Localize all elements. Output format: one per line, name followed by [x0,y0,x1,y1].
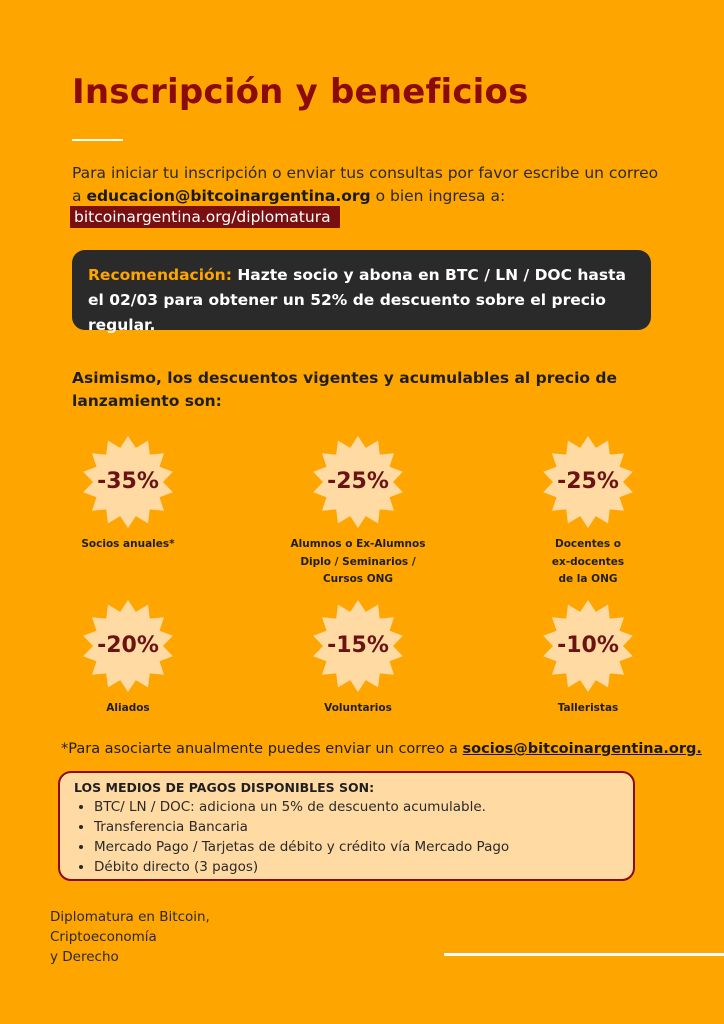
education-email-link[interactable]: educacion@bitcoinargentina.org [86,187,371,205]
discount-percent: -10% [557,633,619,658]
footer-divider [444,953,724,956]
list-item: • Mercado Pago / Tarjetas de débito y crédito vía Mercado Pago [94,837,619,857]
discount-badge [311,599,405,693]
recommendation-label: Recomendación: [88,266,232,284]
discount-label: Alumnos o Ex-Alumnos Diplo / Seminarios / Cursos ONG [290,538,426,585]
footer-line: Criptoeconomía [50,929,157,945]
membership-note-text: *Para asociarte anualmente puedes enviar un correo a [61,741,463,757]
discount-badge [81,435,175,529]
socios-email-link[interactable]: socios@bitcoinargentina.org. [462,741,702,757]
intro-text-end: o bien ingresa a: [370,187,506,205]
intro-text: Para iniciar tu inscripción o enviar tus consultas por favor escribe un correo a [72,164,659,205]
recommendation-text: Hazte socio y abona en BTC / LN / DOC hasta el 02/03 para obtener un 52% de descuento sobre el precio regular. [88,266,626,334]
title-underline [72,139,123,141]
discount-label: Socios anuales* [81,538,175,550]
diplomatura-url-link[interactable]: bitcoinargentina.org/diplomatura [70,206,340,228]
payment-methods-list [74,797,619,877]
list-item: • Débito directo (3 pagos) [94,857,619,877]
list-item: • Transferencia Bancaria [94,817,619,837]
intro-paragraph [72,162,672,208]
discount-percent: -35% [97,469,159,494]
discount-badge [541,435,635,529]
page-title: Inscripción y beneficios [72,72,529,112]
membership-note [61,741,702,757]
discount-percent: -25% [327,469,389,494]
discount-label: Voluntarios [324,702,392,714]
discount-percent: -25% [557,469,619,494]
footer-line: y Derecho [50,949,119,965]
discount-percent: -20% [97,633,159,658]
discounts-intro: Asimismo, los descuentos vigentes y acumulables al precio de lanzamiento son: [72,369,618,410]
discount-label: Aliados [106,702,150,714]
payment-methods-box [58,771,635,881]
discount-badge [81,599,175,693]
discount-label: Talleristas [557,702,619,714]
discount-label: Docentes o ex-docentes de la ONG [551,538,625,585]
discount-badge [541,599,635,693]
discount-percent: -15% [327,633,389,658]
footer-line: Diplomatura en Bitcoin, [50,909,210,925]
recommendation-box [72,250,651,334]
payment-methods-heading: LOS MEDIOS DE PAGOS DISPONIBLES SON: [74,780,375,795]
discount-badge [311,435,405,529]
list-item: • BTC/ LN / DOC: adiciona un 5% de descuento acumulable. [94,797,619,817]
footer-program-name [50,907,210,967]
